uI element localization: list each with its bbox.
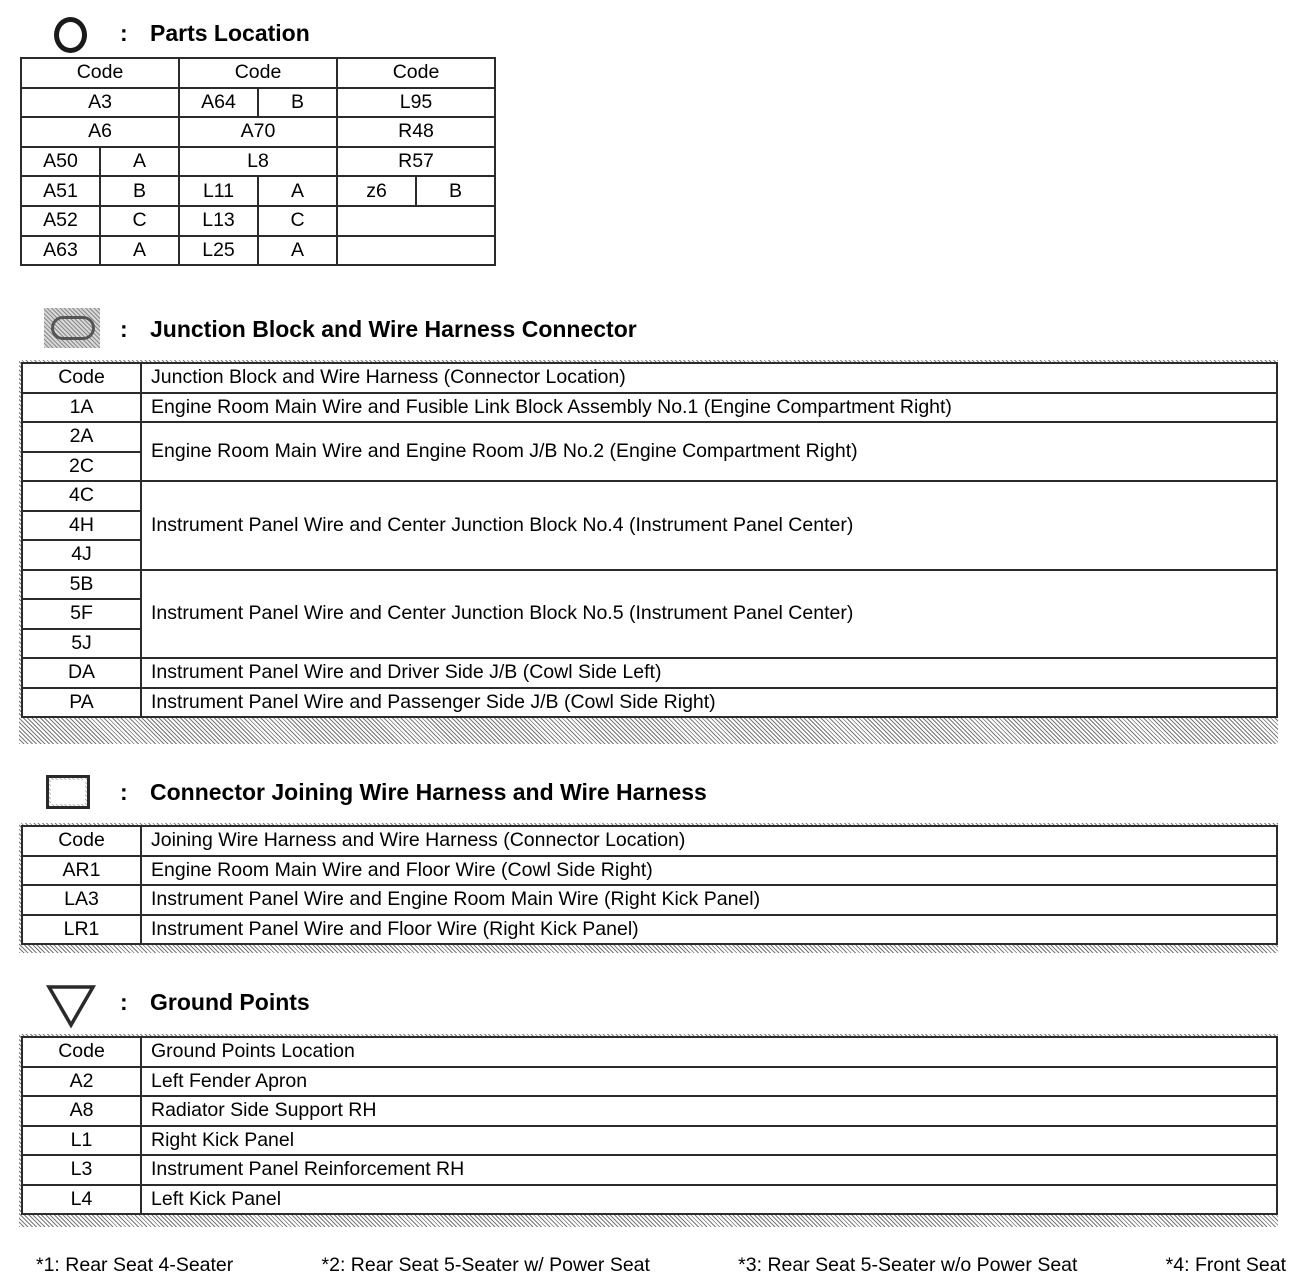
desc-cell: Instrument Panel Wire and Center Junction Block No.4 (Instrument Panel Center) (141, 481, 1277, 570)
heading-colon: : (120, 315, 128, 342)
code-cell: R48 (337, 117, 495, 147)
code-cell: PA (22, 688, 141, 718)
code-cell: L8 (179, 147, 337, 177)
parts-location-title: Parts Location (150, 19, 310, 46)
footnote-3: *3: Rear Seat 5-Seater w/o Power Seat (738, 1254, 1078, 1276)
code-cell: 5J (22, 629, 141, 659)
table-row (22, 856, 1277, 886)
desc-cell: Engine Room Main Wire and Engine Room J/B No.2 (Engine Compartment Right) (141, 422, 1277, 481)
code-cell: L95 (337, 88, 495, 118)
header-cell: Code (179, 58, 337, 88)
desc-cell: Instrument Panel Wire and Engine Room Main Wire (Right Kick Panel) (141, 885, 1277, 915)
header-code-cell: Code (22, 1037, 141, 1067)
connector-joining-heading (42, 767, 707, 817)
table-row (21, 147, 495, 177)
code-cell: L25 (179, 236, 258, 266)
table-header-row (22, 363, 1277, 393)
code-cell: L11 (179, 176, 258, 206)
heading-colon: : (120, 19, 128, 46)
code-cell: 1A (22, 393, 141, 423)
code-cell: A2 (22, 1067, 141, 1097)
table-row (21, 206, 495, 236)
heading-colon: : (120, 778, 128, 805)
variant-cell: C (100, 206, 179, 236)
header-cell: Code (337, 58, 495, 88)
table-row (22, 1185, 1277, 1215)
table-row (22, 658, 1277, 688)
desc-cell: Left Fender Apron (141, 1067, 1277, 1097)
table-row (22, 885, 1277, 915)
table-row (22, 570, 1277, 600)
table-header-row (22, 1037, 1277, 1067)
junction-block-heading (42, 304, 637, 354)
variant-cell: B (258, 88, 337, 118)
code-cell: LR1 (22, 915, 141, 945)
header-code-cell: Code (22, 826, 141, 856)
table-row (22, 1126, 1277, 1156)
desc-cell: Radiator Side Support RH (141, 1096, 1277, 1126)
desc-cell: Instrument Panel Wire and Driver Side J/B (Cowl Side Left) (141, 658, 1277, 688)
code-cell: A3 (21, 88, 179, 118)
table-header-row (22, 826, 1277, 856)
code-cell: L3 (22, 1155, 141, 1185)
header-desc-cell: Junction Block and Wire Harness (Connector Location) (141, 363, 1277, 393)
ground-points-table (21, 1036, 1278, 1215)
code-cell: 4J (22, 540, 141, 570)
desc-cell: Engine Room Main Wire and Fusible Link Block Assembly No.1 (Engine Compartment Right) (141, 393, 1277, 423)
empty-cell (337, 236, 495, 266)
code-cell: 5F (22, 599, 141, 629)
footnotes (36, 1254, 1286, 1277)
table-row (22, 688, 1277, 718)
code-cell: LA3 (22, 885, 141, 915)
table-row (21, 117, 495, 147)
variant-cell: B (100, 176, 179, 206)
footnote-1: *1: Rear Seat 4-Seater (36, 1254, 234, 1276)
code-cell: A51 (21, 176, 100, 206)
header-desc-cell: Joining Wire Harness and Wire Harness (Connector Location) (141, 826, 1277, 856)
table-row (22, 1067, 1277, 1097)
code-cell: L1 (22, 1126, 141, 1156)
circle-icon (42, 8, 106, 58)
code-cell: 2A (22, 422, 141, 452)
footnote-4: *4: Front Seat (1165, 1254, 1286, 1276)
heading-colon: : (120, 988, 128, 1015)
table-header-row (21, 58, 495, 88)
code-cell: A8 (22, 1096, 141, 1126)
table-row (21, 88, 495, 118)
connector-joining-table (21, 825, 1278, 945)
code-cell: A50 (21, 147, 100, 177)
table-row (22, 1155, 1277, 1185)
ground-triangle-icon (42, 977, 106, 1027)
code-cell: A52 (21, 206, 100, 236)
code-cell: A63 (21, 236, 100, 266)
variant-cell: A (100, 147, 179, 177)
junction-oval-icon (42, 304, 106, 354)
footnote-2: *2: Rear Seat 5-Seater w/ Power Seat (321, 1254, 650, 1276)
ground-points-heading (42, 977, 310, 1027)
ground-points-title: Ground Points (150, 988, 310, 1015)
desc-cell: Instrument Panel Reinforcement RH (141, 1155, 1277, 1185)
code-cell: L13 (179, 206, 258, 236)
code-cell: R57 (337, 147, 495, 177)
parts-location-table (20, 57, 496, 266)
table-row (22, 1096, 1277, 1126)
desc-cell: Engine Room Main Wire and Floor Wire (Cowl Side Right) (141, 856, 1277, 886)
header-cell: Code (21, 58, 179, 88)
junction-block-table (21, 362, 1278, 718)
variant-cell: A (258, 176, 337, 206)
desc-cell: Left Kick Panel (141, 1185, 1277, 1215)
code-cell: AR1 (22, 856, 141, 886)
code-cell: 4H (22, 511, 141, 541)
desc-cell: Right Kick Panel (141, 1126, 1277, 1156)
variant-cell: C (258, 206, 337, 236)
code-cell: L4 (22, 1185, 141, 1215)
connector-rectangle-icon (42, 767, 106, 817)
code-cell: A6 (21, 117, 179, 147)
code-cell: A70 (179, 117, 337, 147)
junction-block-title: Junction Block and Wire Harness Connector (150, 315, 637, 342)
header-code-cell: Code (22, 363, 141, 393)
header-desc-cell: Ground Points Location (141, 1037, 1277, 1067)
parts-location-heading (42, 8, 310, 58)
table-row (22, 915, 1277, 945)
code-cell: DA (22, 658, 141, 688)
table-row (21, 236, 495, 266)
variant-cell: B (416, 176, 495, 206)
code-cell: 4C (22, 481, 141, 511)
desc-cell: Instrument Panel Wire and Floor Wire (Right Kick Panel) (141, 915, 1277, 945)
desc-cell: Instrument Panel Wire and Center Junction Block No.5 (Instrument Panel Center) (141, 570, 1277, 659)
table-row (22, 481, 1277, 511)
code-cell: 5B (22, 570, 141, 600)
variant-cell: A (100, 236, 179, 266)
table-row (22, 422, 1277, 452)
code-cell: A64 (179, 88, 258, 118)
variant-cell: A (258, 236, 337, 266)
table-row (21, 176, 495, 206)
empty-cell (337, 206, 495, 236)
desc-cell: Instrument Panel Wire and Passenger Side J/B (Cowl Side Right) (141, 688, 1277, 718)
connector-joining-title: Connector Joining Wire Harness and Wire Harness (150, 778, 707, 805)
code-cell: z6 (337, 176, 416, 206)
table-row (22, 393, 1277, 423)
code-cell: 2C (22, 452, 141, 482)
